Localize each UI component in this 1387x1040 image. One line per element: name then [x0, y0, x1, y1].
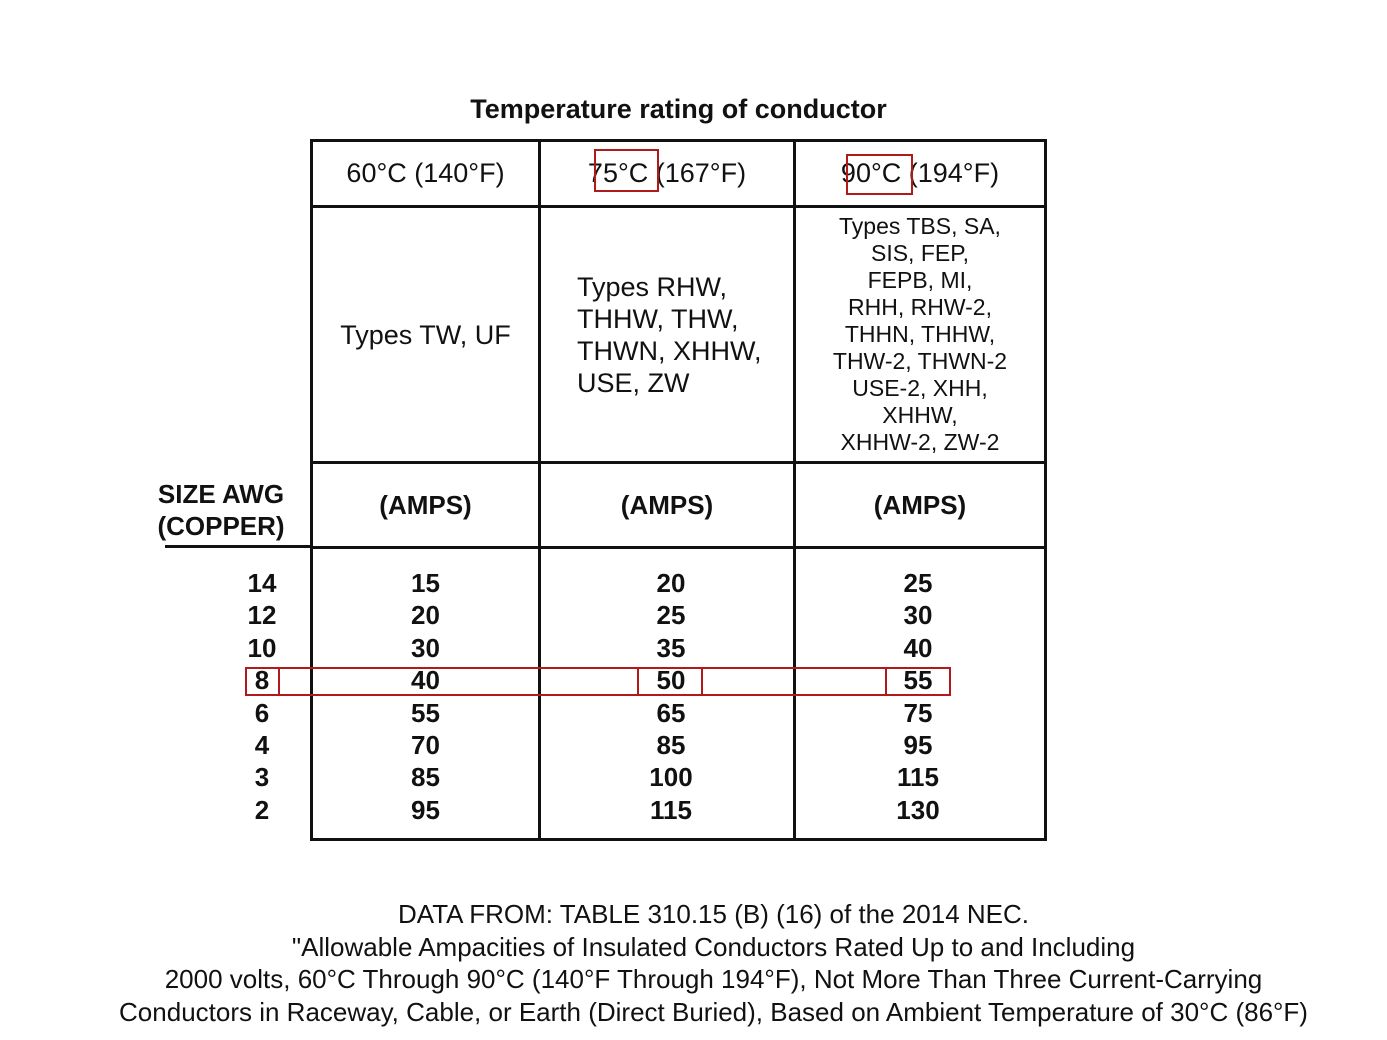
amp-value: 15 [411, 568, 440, 598]
highlight-size-8 [245, 667, 280, 696]
size-value: 8 [254, 665, 270, 696]
amp-value: 130 [896, 794, 940, 825]
amp-value: 30 [411, 632, 440, 663]
types-60-text: Types TW, UF [340, 319, 511, 350]
types-90-line: THW-2, THWN-2 [832, 348, 1008, 374]
amp-value: 65 [656, 697, 686, 728]
types-90-line: FEPB, MI, [867, 267, 973, 293]
amps-column-75 [541, 567, 801, 826]
footer-line: "Allowable Ampacities of Insulated Conductors Rated Up to and Including [291, 931, 1136, 962]
amp-value: 85 [656, 729, 686, 760]
amp-value: 75 [903, 697, 933, 728]
amps-label-75: (AMPS) [620, 489, 714, 520]
amp-value: 50 [656, 665, 686, 696]
amp-value: 20 [411, 600, 440, 631]
amp-value: 40 [411, 665, 440, 696]
size-value: 14 [247, 568, 277, 598]
amps-label-60: (AMPS) [379, 489, 472, 520]
amp-value: 40 [903, 632, 933, 663]
types-90-line: USE-2, XHH, [852, 375, 988, 401]
size-header-line: (COPPER) [157, 511, 285, 541]
amp-value: 115 [650, 794, 692, 825]
types-90-line: Types TBS, SA, [839, 213, 1001, 239]
amps-column-60 [313, 567, 538, 826]
row-divider-amps [310, 546, 1047, 549]
amp-value: 115 [897, 762, 939, 793]
amps-label-90: (AMPS) [873, 489, 967, 520]
size-header-underline [165, 545, 310, 548]
size-value: 10 [247, 632, 277, 663]
amp-value: 55 [903, 665, 933, 696]
size-value: 4 [254, 729, 270, 760]
highlight-90-value-55 [885, 667, 951, 696]
amp-value: 25 [903, 568, 933, 598]
highlight-90c [846, 154, 913, 195]
amps-column-90 [788, 567, 1048, 826]
types-75-line: USE, ZW [577, 367, 690, 398]
sizes-column [230, 567, 294, 826]
types-90-line: THHN, THHW, [844, 321, 996, 347]
footer-line: 2000 volts, 60°C Through 90°C (140°F Through 194°F), Not More Than Three Current-Carrying [164, 964, 1263, 994]
amp-value: 35 [656, 632, 686, 663]
types-90-line: SIS, FEP, [870, 240, 969, 266]
highlight-75-value-50 [637, 667, 703, 696]
size-value: 3 [254, 762, 270, 793]
temp-header-75: 75°C (167°F) [587, 158, 747, 188]
types-60 [313, 208, 538, 461]
highlight-row-awg-8 [245, 667, 951, 696]
amp-value: 100 [649, 762, 693, 793]
temp-header-60: 60°C (140°F) [346, 158, 505, 188]
size-value: 6 [254, 697, 270, 728]
types-75-line: THWN, XHHW, [577, 335, 762, 366]
amp-value: 95 [411, 794, 440, 825]
size-value: 12 [247, 600, 277, 631]
amp-value: 85 [411, 762, 440, 793]
types-75 [541, 208, 793, 461]
size-value: 2 [254, 794, 270, 825]
amp-value: 95 [903, 729, 933, 760]
amp-value: 55 [411, 697, 440, 728]
amp-value: 20 [656, 568, 686, 598]
amp-value: 30 [903, 600, 933, 631]
types-90-line: XHHW-2, ZW-2 [840, 429, 1000, 455]
table-title: Temperature rating of conductor [470, 94, 887, 124]
size-awg-header [150, 478, 292, 542]
amp-value: 70 [411, 729, 440, 760]
highlight-75c [594, 149, 659, 192]
types-75-line: THHW, THW, [577, 303, 739, 334]
source-note [40, 898, 1387, 1028]
types-75-line: Types RHW, [577, 271, 728, 302]
footer-line: DATA FROM: TABLE 310.15 (B) (16) of the 2014 NEC. [398, 899, 1029, 929]
types-90 [796, 208, 1044, 461]
size-header-line: SIZE AWG [157, 479, 285, 509]
types-90-line: RHH, RHW-2, [848, 294, 992, 320]
footer-line: Conductors in Raceway, Cable, or Earth (Direct Buried), Based on Ambient Temperature of 30°C (86°F) [119, 996, 1308, 1027]
types-90-line: XHHW, [882, 402, 958, 428]
table-border-bottom [310, 838, 1047, 841]
temp-header-90: 90°C (194°F) [840, 158, 1000, 188]
amp-value: 25 [656, 600, 686, 631]
